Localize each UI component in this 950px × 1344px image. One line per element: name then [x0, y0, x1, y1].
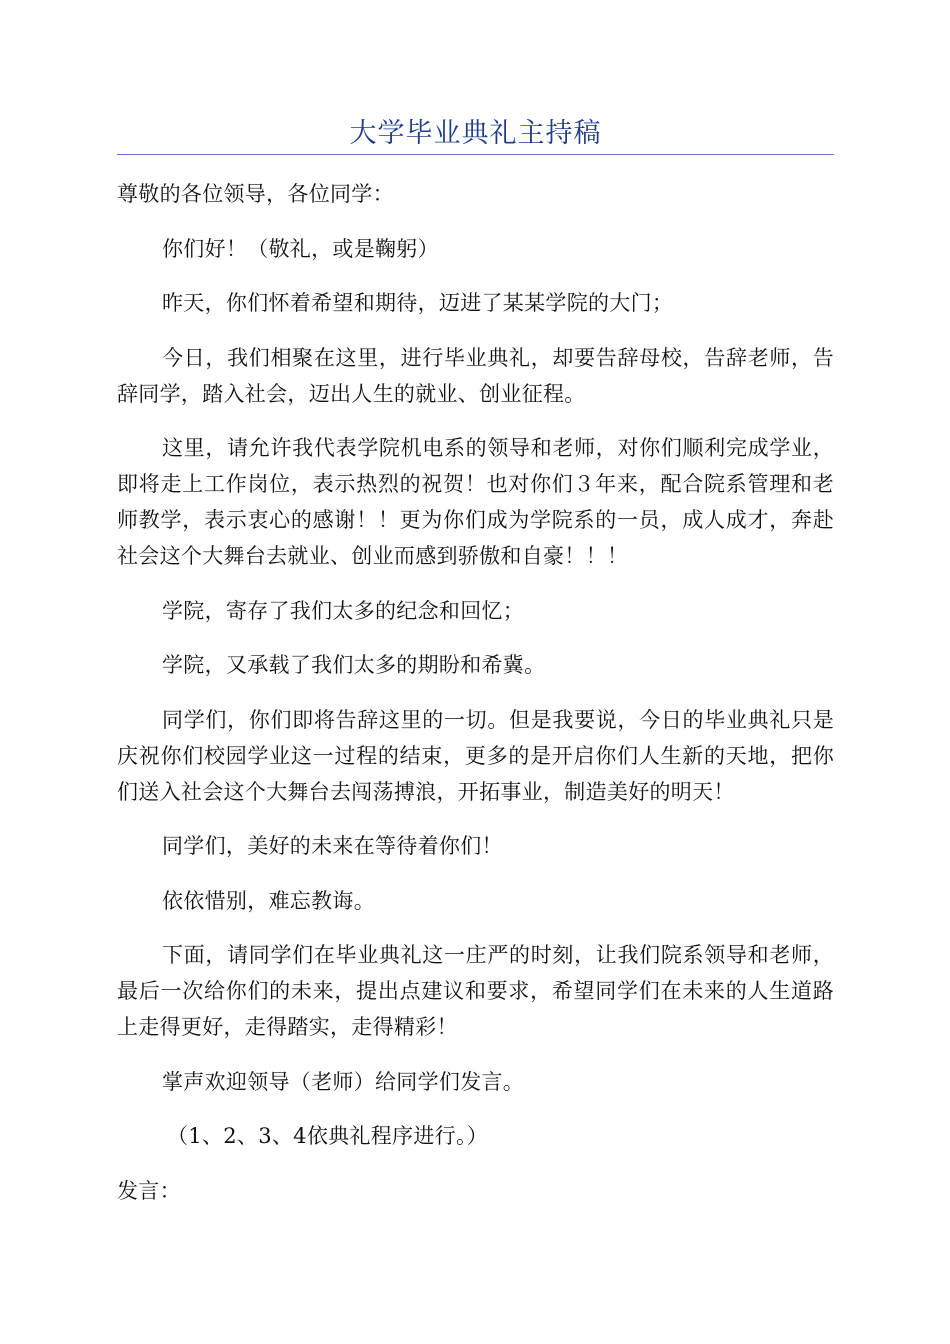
procedure-note-paragraph: （1、2、3、4依典礼程序进行。）: [167, 1124, 489, 1148]
body-paragraph: 掌声欢迎领导（老师）给同学们发言。: [162, 1069, 525, 1094]
body-paragraph: 昨天，你们怀着希望和期待，迈进了某某学院的大门；: [162, 291, 674, 315]
title-underline: [117, 154, 834, 155]
body-paragraph: 下面，请同学们在毕业典礼这一庄严的时刻，让我们院系领导和老师，最后一次给你们的未来，提出点建议和要求，希望同学们在未来的人生道路上走得更好，走得踏实，走得精彩！: [117, 943, 834, 1039]
body-paragraph: 这里，请允许我代表学院机电系的领导和老师，对你们顺利完成学业，即将走上工作岗位，表示热烈的祝贺！也对你们３年来，配合院系管理和老师教学，表示衷心的感谢！！更为你们成为学院系的一员，成人成才，奔赴社会这个大舞台去就业、创业而感到骄傲和自豪！！！: [117, 436, 834, 568]
body-paragraph: 学院，又承载了我们太多的期盼和希冀。: [162, 653, 546, 677]
document-body: [117, 176, 834, 1227]
document-title: 大学毕业典礼主持稿: [349, 118, 602, 149]
body-paragraph: 同学们，你们即将告辞这里的一切。但是我要说，今日的毕业典礼只是庆祝你们校园学业这一过程的结束，更多的是开启你们人生新的天地，把你们送入社会这个大舞台去闯荡搏浪，开拓事业，制造美好的明天！: [117, 707, 834, 804]
speech-heading-paragraph: 发言：: [117, 1178, 181, 1203]
body-paragraph: 依依惜别，难忘教诲。: [162, 888, 375, 913]
body-paragraph: 你们好！（敬礼，或是鞠躬）: [162, 236, 439, 261]
body-paragraph: 学院，寄存了我们太多的纪念和回忆；: [162, 598, 525, 623]
body-paragraph: 今日，我们相聚在这里，进行毕业典礼，却要告辞母校，告辞老师，告辞同学，踏入社会，迈出人生的就业、创业征程。: [117, 345, 834, 406]
salutation-paragraph: 尊敬的各位领导，各位同学：: [117, 182, 394, 206]
body-paragraph: 同学们，美好的未来在等待着你们！: [162, 834, 503, 858]
